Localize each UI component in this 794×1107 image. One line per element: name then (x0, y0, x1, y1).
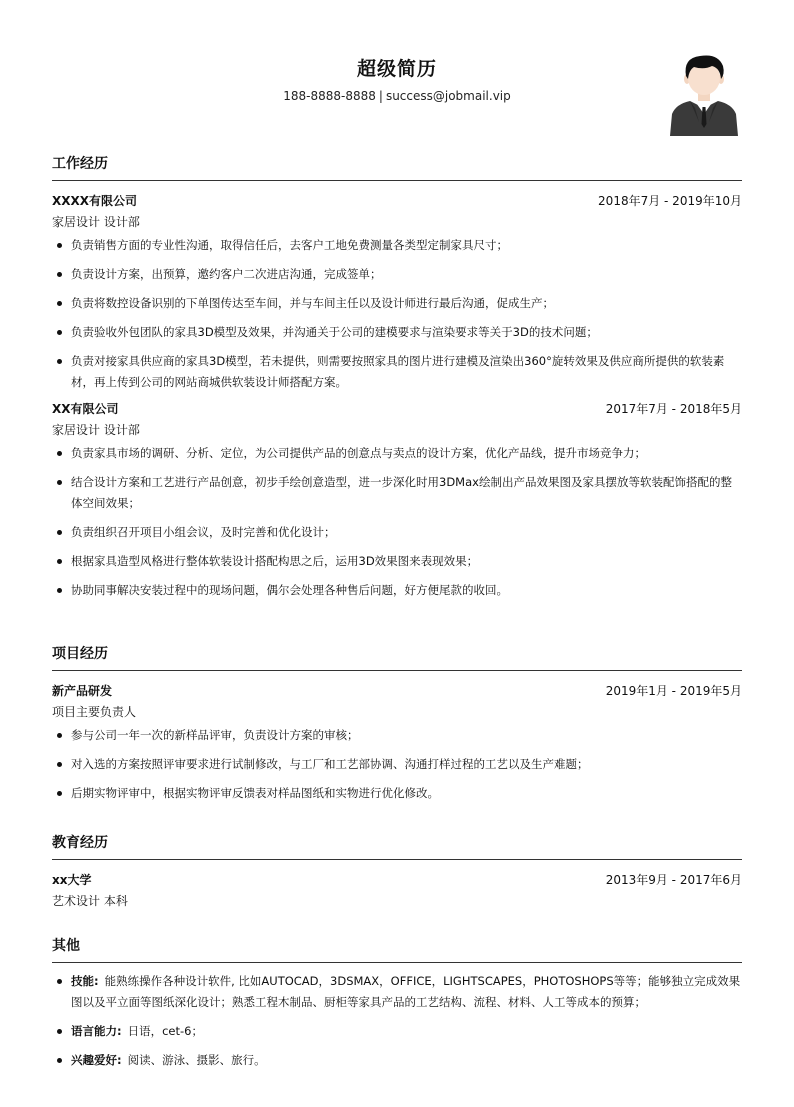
bullet-dot (57, 359, 62, 364)
list-item (52, 322, 742, 343)
bullet-dot (57, 588, 62, 593)
bullet-dot (57, 559, 62, 564)
bullet-dot (57, 1058, 62, 1063)
bullet-text: 负责组织召开项目小组会议，及时完善和优化设计； (71, 525, 336, 539)
bullet-dot (57, 1029, 62, 1034)
bullet-text: 根据家具造型风格进行整体软装设计搭配构思之后，运用3D效果图来表现效果； (71, 554, 479, 568)
list-item (52, 235, 742, 256)
list-item (52, 783, 742, 804)
bullet-text: 协助同事解决安装过程中的现场问题，偶尔会处理各种售后问题，好方便尾款的收回。 (71, 583, 508, 597)
bullet-dot (57, 451, 62, 456)
school-name: xx大学 (52, 872, 92, 887)
education-entry (52, 870, 742, 910)
list-item (52, 580, 742, 601)
bullet-dot (57, 530, 62, 535)
section-title: 工作经历 (52, 154, 742, 181)
entry-role: 家居设计 设计部 (52, 423, 140, 437)
list-item (52, 522, 742, 543)
entry-date: 2018年7月 - 2019年10月 (598, 193, 742, 208)
bullet-dot (57, 979, 62, 984)
list-item (52, 971, 742, 1013)
list-item (52, 264, 742, 285)
work-experience-section (52, 154, 742, 601)
work-entry (52, 399, 742, 601)
bullet-text: 后期实物评审中，根据实物评审反馈表对样品图纸和实物进行优化修改。 (71, 786, 439, 800)
entry-major: 艺术设计 本科 (52, 894, 128, 908)
entry-date: 2019年1月 - 2019年5月 (605, 683, 742, 698)
list-item (52, 351, 742, 393)
bullet-text: 负责对接家具供应商的家具3D模型，若未提供，则需要按照家具的图片进行建模及渲染出360°旋转效果及供应商所提供的软装素材，再上传到公司的网站商城供软装设计师搭配方案。 (71, 354, 725, 389)
other-section (52, 936, 742, 1071)
bullet-dot (57, 243, 62, 248)
bullet-text: 负责销售方面的专业性沟通，取得信任后，去客户工地免费测量各类型定制家具尺寸； (71, 238, 508, 252)
bullet-dot (57, 762, 62, 767)
section-title: 项目经历 (52, 644, 742, 671)
project-entry (52, 681, 742, 804)
resume-name: 超级简历 (356, 58, 437, 80)
entry-role: 家居设计 设计部 (52, 215, 140, 229)
item-label: 技能: (71, 974, 99, 988)
project-experience-section (52, 644, 742, 804)
bullet-dot (57, 480, 62, 485)
contact-separator: | (378, 89, 383, 103)
list-item (52, 1021, 742, 1042)
avatar-photo (668, 52, 740, 136)
company-name: XXXX有限公司 (52, 193, 138, 208)
list-item (52, 443, 742, 464)
bullet-dot (57, 330, 62, 335)
bullet-dot (57, 733, 62, 738)
bullet-text: 负责将数控设备识别的下单图传达至车间，并与车间主任以及设计师进行最后沟通，促成生产； (71, 296, 554, 310)
bullet-dot (57, 791, 62, 796)
company-name: XX有限公司 (52, 401, 119, 416)
item-label: 兴趣爱好: (71, 1053, 122, 1067)
entry-date: 2013年9月 - 2017年6月 (605, 872, 742, 887)
bullet-text: 负责验收外包团队的家具3D模型及效果，并沟通关于公司的建模要求与渲染要求等关于3D的技术问题； (71, 325, 598, 339)
bullet-text: 参与公司一年一次的新样品评审，负责设计方案的审核； (71, 728, 359, 742)
entry-date: 2017年7月 - 2018年5月 (605, 401, 742, 416)
list-item (52, 754, 742, 775)
bullet-text: 负责设计方案，出预算，邀约客户二次进店沟通，完成签单； (71, 267, 382, 281)
bullet-text: 结合设计方案和工艺进行产品创意，初步手绘创意造型，进一步深化时用3DMax绘制出产品效果图及家具摆放等软装配饰搭配的整体空间效果； (71, 475, 732, 510)
list-item (52, 725, 742, 746)
item-label: 语言能力: (71, 1024, 122, 1038)
bullet-text: 对入选的方案按照评审要求进行试制修改，与工厂和工艺部协调、沟通打样过程的工艺以及生产难题； (71, 757, 589, 771)
list-item (52, 551, 742, 572)
education-section (52, 833, 742, 910)
section-title: 其他 (52, 936, 742, 963)
item-text: 能熟练操作各种设计软件, 比如AUTOCAD，3DSMAX，OFFICE，LIGHTSCAPES，PHOTOSHOPS等等；能够独立完成效果图以及平立面等图纸深化设计；熟悉工程木制品、厨柜等家具产品的工艺结构、流程、材料、人工等成本的预算； (71, 974, 741, 1009)
list-item (52, 1050, 742, 1071)
bullet-dot (57, 301, 62, 306)
list-item (52, 293, 742, 314)
entry-role: 项目主要负责人 (52, 705, 137, 719)
section-title: 教育经历 (52, 833, 742, 860)
list-item (52, 472, 742, 514)
phone-number: 188-8888-8888 (283, 89, 376, 103)
email-address: success@jobmail.vip (385, 89, 511, 103)
item-text: 日语，cet-6； (127, 1024, 203, 1038)
work-entry (52, 191, 742, 393)
item-text: 阅读、游泳、摄影、旅行。 (127, 1053, 266, 1067)
bullet-dot (57, 272, 62, 277)
project-name: 新产品研发 (52, 683, 113, 698)
bullet-text: 负责家具市场的调研、分析、定位，为公司提供产品的创意点与卖点的设计方案，优化产品线，提升市场竞争力； (71, 446, 646, 460)
